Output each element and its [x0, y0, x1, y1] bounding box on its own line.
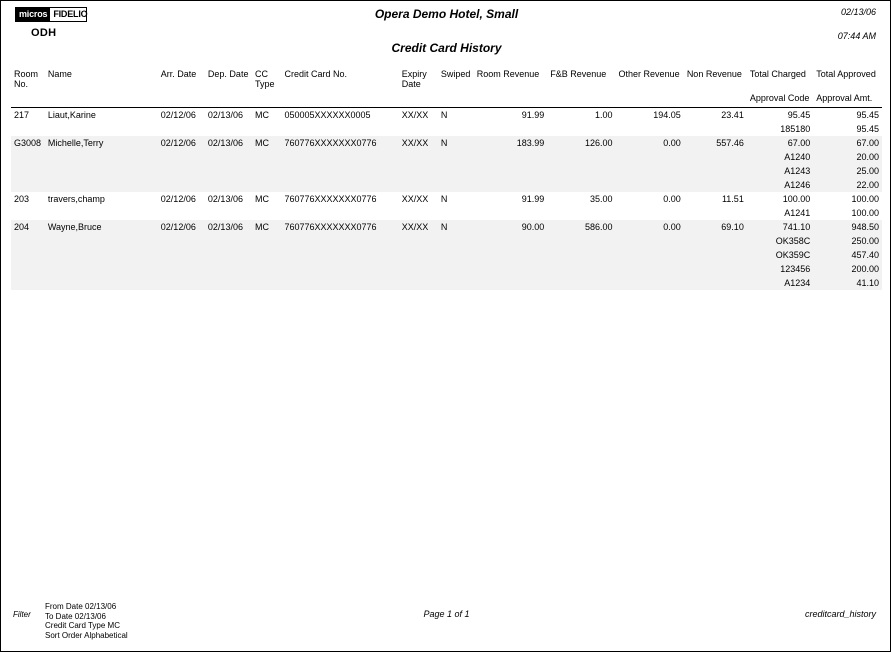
cell-room-no: G3008 — [11, 136, 45, 150]
cell-spacer — [616, 178, 684, 192]
col-expiry-date: Expiry Date — [401, 69, 427, 89]
cell-spacer — [399, 276, 438, 290]
cell-spacer — [438, 122, 474, 136]
col-dep-date: Dep. Date — [207, 69, 249, 79]
cell-spacer — [158, 206, 205, 220]
cell-approval-code: 185180 — [780, 124, 811, 134]
cell-non-revenue: 23.41 — [721, 110, 744, 120]
cell-total-approved: 100.00 — [851, 194, 879, 204]
cell-spacer — [205, 178, 252, 192]
cell-spacer — [45, 262, 158, 276]
col-approval-amt: Approval Amt. — [816, 93, 873, 103]
col-spacer — [11, 90, 747, 104]
col-name: Name — [47, 69, 72, 79]
cell-spacer — [474, 164, 548, 178]
cell-approval-amt: 22.00 — [813, 178, 882, 192]
cell-swiped: N — [438, 136, 474, 150]
cell-name: Wayne,Bruce — [45, 220, 158, 234]
approval-row — [11, 164, 882, 178]
col-other-revenue: Other Revenue — [618, 69, 680, 79]
cell-spacer — [547, 234, 615, 248]
cell-fb-revenue: 586.00 — [547, 220, 615, 234]
cell-spacer — [45, 150, 158, 164]
cell-spacer — [438, 248, 474, 262]
filter-line: To Date 02/13/06 — [45, 611, 106, 621]
cell-spacer — [45, 206, 158, 220]
cell-spacer — [205, 248, 252, 262]
cell-swiped: N — [438, 220, 474, 234]
cell-arr-date: 02/12/06 — [158, 136, 205, 150]
cell-spacer — [616, 234, 684, 248]
cell-approval-amt: 25.00 — [813, 164, 882, 178]
cell-name: Liaut,Karine — [47, 110, 96, 120]
cell-dep-date: 02/13/06 — [207, 110, 243, 120]
cell-total-charged: 95.45 — [787, 110, 811, 120]
cell-spacer — [158, 164, 205, 178]
cell-spacer — [205, 122, 252, 136]
table-row — [11, 192, 882, 206]
col-total-charged: Total Charged — [749, 69, 806, 79]
cell-spacer — [158, 248, 205, 262]
cell-approval-code: A1241 — [784, 208, 811, 218]
cell-spacer — [252, 276, 281, 290]
cell-spacer — [684, 276, 747, 290]
cell-spacer — [399, 164, 438, 178]
cell-room-no: 217 — [14, 110, 30, 120]
cell-spacer — [45, 164, 158, 178]
cell-room-revenue: 91.99 — [521, 194, 545, 204]
cell-spacer — [158, 262, 205, 276]
col-arr-date: Arr. Date — [160, 69, 197, 79]
cell-name: Michelle,Terry — [45, 136, 158, 150]
cell-non-revenue: 69.10 — [684, 220, 747, 234]
cell-spacer — [252, 262, 281, 276]
cell-spacer — [158, 178, 205, 192]
cell-approval-code: 123456 — [747, 262, 813, 276]
col-room-no: Room No. — [14, 69, 39, 89]
cell-approval-amt: 20.00 — [813, 150, 882, 164]
col-credit-card-no: Credit Card No. — [284, 69, 348, 79]
cell-approval-amt: 100.00 — [851, 208, 879, 218]
cell-spacer — [158, 150, 205, 164]
cell-spacer — [252, 234, 281, 248]
cell-spacer — [205, 276, 252, 290]
cell-approval-code: A1243 — [747, 164, 813, 178]
cell-spacer — [281, 248, 398, 262]
cell-approval-amt: 200.00 — [813, 262, 882, 276]
cell-spacer — [158, 234, 205, 248]
cell-spacer — [281, 122, 398, 136]
cell-spacer — [616, 164, 684, 178]
cell-dep-date: 02/13/06 — [205, 220, 252, 234]
cell-arr-date: 02/12/06 — [158, 220, 205, 234]
cell-spacer — [45, 248, 158, 262]
cell-approval-code: A1246 — [747, 178, 813, 192]
cell-spacer — [399, 262, 438, 276]
cell-spacer — [399, 122, 438, 136]
cell-approval-amt: 457.40 — [813, 248, 882, 262]
cell-spacer — [281, 164, 398, 178]
cell-spacer — [281, 234, 398, 248]
cell-spacer — [684, 206, 747, 220]
cell-approval-code: OK358C — [747, 234, 813, 248]
cell-approval-amt: 250.00 — [813, 234, 882, 248]
cell-expiry: XX/XX — [401, 194, 429, 204]
cell-room-revenue: 91.99 — [521, 110, 545, 120]
cell-spacer — [474, 206, 548, 220]
cell-spacer — [11, 248, 45, 262]
approval-row — [11, 262, 882, 276]
cell-spacer — [11, 206, 45, 220]
col-fb-revenue: F&B Revenue — [550, 69, 607, 79]
cell-spacer — [684, 234, 747, 248]
approval-row — [11, 206, 882, 220]
cell-expiry: XX/XX — [401, 110, 429, 120]
cell-cc-type: MC — [255, 110, 270, 120]
cell-spacer — [684, 150, 747, 164]
table-row — [11, 220, 882, 234]
table-header — [11, 67, 882, 108]
table-row — [11, 136, 882, 150]
cell-spacer — [438, 178, 474, 192]
col-room-revenue: Room Revenue — [476, 69, 540, 79]
cell-approval-code: A1240 — [747, 150, 813, 164]
table-body — [11, 108, 882, 291]
cell-spacer — [281, 206, 398, 220]
cell-room-revenue: 90.00 — [474, 220, 548, 234]
cell-room-revenue: 183.99 — [474, 136, 548, 150]
cell-other-revenue: 0.00 — [663, 194, 681, 204]
cell-cc-type: MC — [255, 194, 270, 204]
cell-spacer — [281, 150, 398, 164]
cell-spacer — [616, 150, 684, 164]
cell-approval-amt: 95.45 — [856, 124, 879, 134]
cell-spacer — [684, 262, 747, 276]
cell-approval-code: OK359C — [747, 248, 813, 262]
cell-credit-card-no: 050005XXXXXX0005 — [284, 110, 371, 120]
cell-spacer — [616, 262, 684, 276]
cell-spacer — [281, 276, 398, 290]
cell-total-approved: 948.50 — [813, 220, 882, 234]
cell-spacer — [158, 276, 205, 290]
cell-spacer — [474, 262, 548, 276]
cell-other-revenue: 194.05 — [653, 110, 681, 120]
cell-expiry: XX/XX — [399, 220, 438, 234]
page-title: Credit Card History — [391, 41, 502, 55]
table-row — [11, 108, 882, 123]
col-non-revenue: Non Revenue — [686, 69, 742, 79]
cell-spacer — [438, 150, 474, 164]
cell-approval-amt: 41.10 — [813, 276, 882, 290]
cell-total-charged: 67.00 — [747, 136, 813, 150]
cell-spacer — [205, 262, 252, 276]
cell-spacer — [474, 178, 548, 192]
cell-dep-date: 02/13/06 — [205, 136, 252, 150]
cell-spacer — [547, 248, 615, 262]
fidelio-logo-text: FIDELIO — [53, 9, 88, 19]
cell-spacer — [616, 206, 684, 220]
cell-spacer — [252, 164, 281, 178]
cell-spacer — [11, 262, 45, 276]
cell-spacer — [205, 234, 252, 248]
cell-fb-revenue: 35.00 — [590, 194, 613, 204]
cell-credit-card-no: 760776XXXXXXX0776 — [281, 220, 398, 234]
cell-dep-date: 02/13/06 — [207, 194, 243, 204]
cell-spacer — [252, 248, 281, 262]
cell-spacer — [684, 122, 747, 136]
cell-spacer — [399, 234, 438, 248]
cell-spacer — [11, 234, 45, 248]
cell-spacer — [438, 206, 474, 220]
header-row-2 — [11, 90, 882, 104]
cell-spacer — [11, 122, 45, 136]
cell-spacer — [281, 262, 398, 276]
cell-spacer — [252, 150, 281, 164]
approval-row — [11, 178, 882, 192]
approval-row — [11, 248, 882, 262]
col-cc-type: CC Type — [255, 69, 275, 89]
header-time: 07:44 AM — [837, 31, 876, 41]
cell-other-revenue: 0.00 — [616, 220, 684, 234]
credit-card-history-table — [11, 67, 882, 290]
cell-credit-card-no: 760776XXXXXXX0776 — [284, 194, 377, 204]
cell-approval-code: A1234 — [747, 276, 813, 290]
cell-spacer — [684, 248, 747, 262]
cell-non-revenue: 11.51 — [721, 194, 744, 204]
cell-spacer — [474, 234, 548, 248]
cell-total-charged: 741.10 — [747, 220, 813, 234]
cell-spacer — [205, 206, 252, 220]
col-swiped: Swiped — [440, 69, 471, 79]
approval-row — [11, 150, 882, 164]
cell-spacer — [45, 178, 158, 192]
cell-room-no: 203 — [14, 194, 30, 204]
cell-spacer — [399, 206, 438, 220]
cell-spacer — [158, 122, 205, 136]
header-date: 02/13/06 — [840, 7, 876, 17]
cell-expiry: XX/XX — [399, 136, 438, 150]
cell-spacer — [252, 178, 281, 192]
cell-total-approved: 95.45 — [856, 110, 879, 120]
cell-spacer — [438, 262, 474, 276]
cell-spacer — [438, 234, 474, 248]
cell-non-revenue: 557.46 — [684, 136, 747, 150]
odh-logo-text: ODH — [31, 27, 57, 39]
approval-row — [11, 234, 882, 248]
cell-spacer — [45, 276, 158, 290]
cell-spacer — [684, 164, 747, 178]
cell-total-charged: 100.00 — [782, 194, 811, 204]
cell-spacer — [547, 262, 615, 276]
cell-spacer — [616, 122, 684, 136]
cell-cc-type: MC — [252, 220, 281, 234]
cell-swiped: N — [440, 194, 448, 204]
filter-label: Filter — [13, 610, 31, 619]
cell-cc-type: MC — [252, 136, 281, 150]
page-indicator: Page 1 of 1 — [423, 609, 470, 619]
cell-spacer — [281, 178, 398, 192]
hotel-name: Opera Demo Hotel, Small — [374, 7, 519, 21]
cell-spacer — [45, 234, 158, 248]
cell-credit-card-no: 760776XXXXXXX0776 — [281, 136, 398, 150]
cell-fb-revenue: 126.00 — [547, 136, 615, 150]
cell-other-revenue: 0.00 — [616, 136, 684, 150]
cell-spacer — [547, 122, 615, 136]
cell-spacer — [474, 122, 548, 136]
cell-spacer — [45, 122, 158, 136]
cell-spacer — [616, 276, 684, 290]
approval-row — [11, 122, 882, 136]
micros-logo-text: micros — [16, 8, 50, 21]
filter-line: Credit Card Type MC — [45, 621, 120, 630]
cell-spacer — [547, 206, 615, 220]
cell-spacer — [684, 178, 747, 192]
cell-spacer — [547, 178, 615, 192]
cell-spacer — [11, 276, 45, 290]
cell-total-approved: 67.00 — [813, 136, 882, 150]
cell-spacer — [399, 150, 438, 164]
filter-line: From Date 02/13/06 — [45, 602, 117, 611]
header-row-1 — [11, 67, 882, 90]
approval-row — [11, 276, 882, 290]
cell-spacer — [205, 164, 252, 178]
cell-spacer — [11, 150, 45, 164]
col-approval-code: Approval Code — [749, 93, 810, 103]
cell-spacer — [252, 122, 281, 136]
cell-spacer — [474, 276, 548, 290]
cell-swiped: N — [440, 110, 448, 120]
cell-spacer — [438, 276, 474, 290]
filter-line: Sort Order Alphabetical — [45, 630, 128, 640]
cell-name: travers,champ — [47, 194, 105, 204]
cell-spacer — [616, 248, 684, 262]
cell-spacer — [399, 178, 438, 192]
cell-spacer — [399, 248, 438, 262]
report-file-name: creditcard_history — [804, 609, 876, 619]
cell-spacer — [474, 248, 548, 262]
cell-spacer — [547, 150, 615, 164]
cell-spacer — [205, 150, 252, 164]
cell-room-no: 204 — [11, 220, 45, 234]
cell-arr-date: 02/12/06 — [160, 194, 196, 204]
col-total-approved: Total Approved — [816, 69, 876, 79]
cell-spacer — [547, 164, 615, 178]
cell-spacer — [252, 206, 281, 220]
cell-spacer — [474, 150, 548, 164]
filter-list — [45, 602, 128, 640]
cell-fb-revenue: 1.00 — [595, 110, 613, 120]
cell-spacer — [438, 164, 474, 178]
cell-spacer — [11, 178, 45, 192]
cell-arr-date: 02/12/06 — [160, 110, 196, 120]
cell-spacer — [11, 164, 45, 178]
cell-spacer — [547, 276, 615, 290]
